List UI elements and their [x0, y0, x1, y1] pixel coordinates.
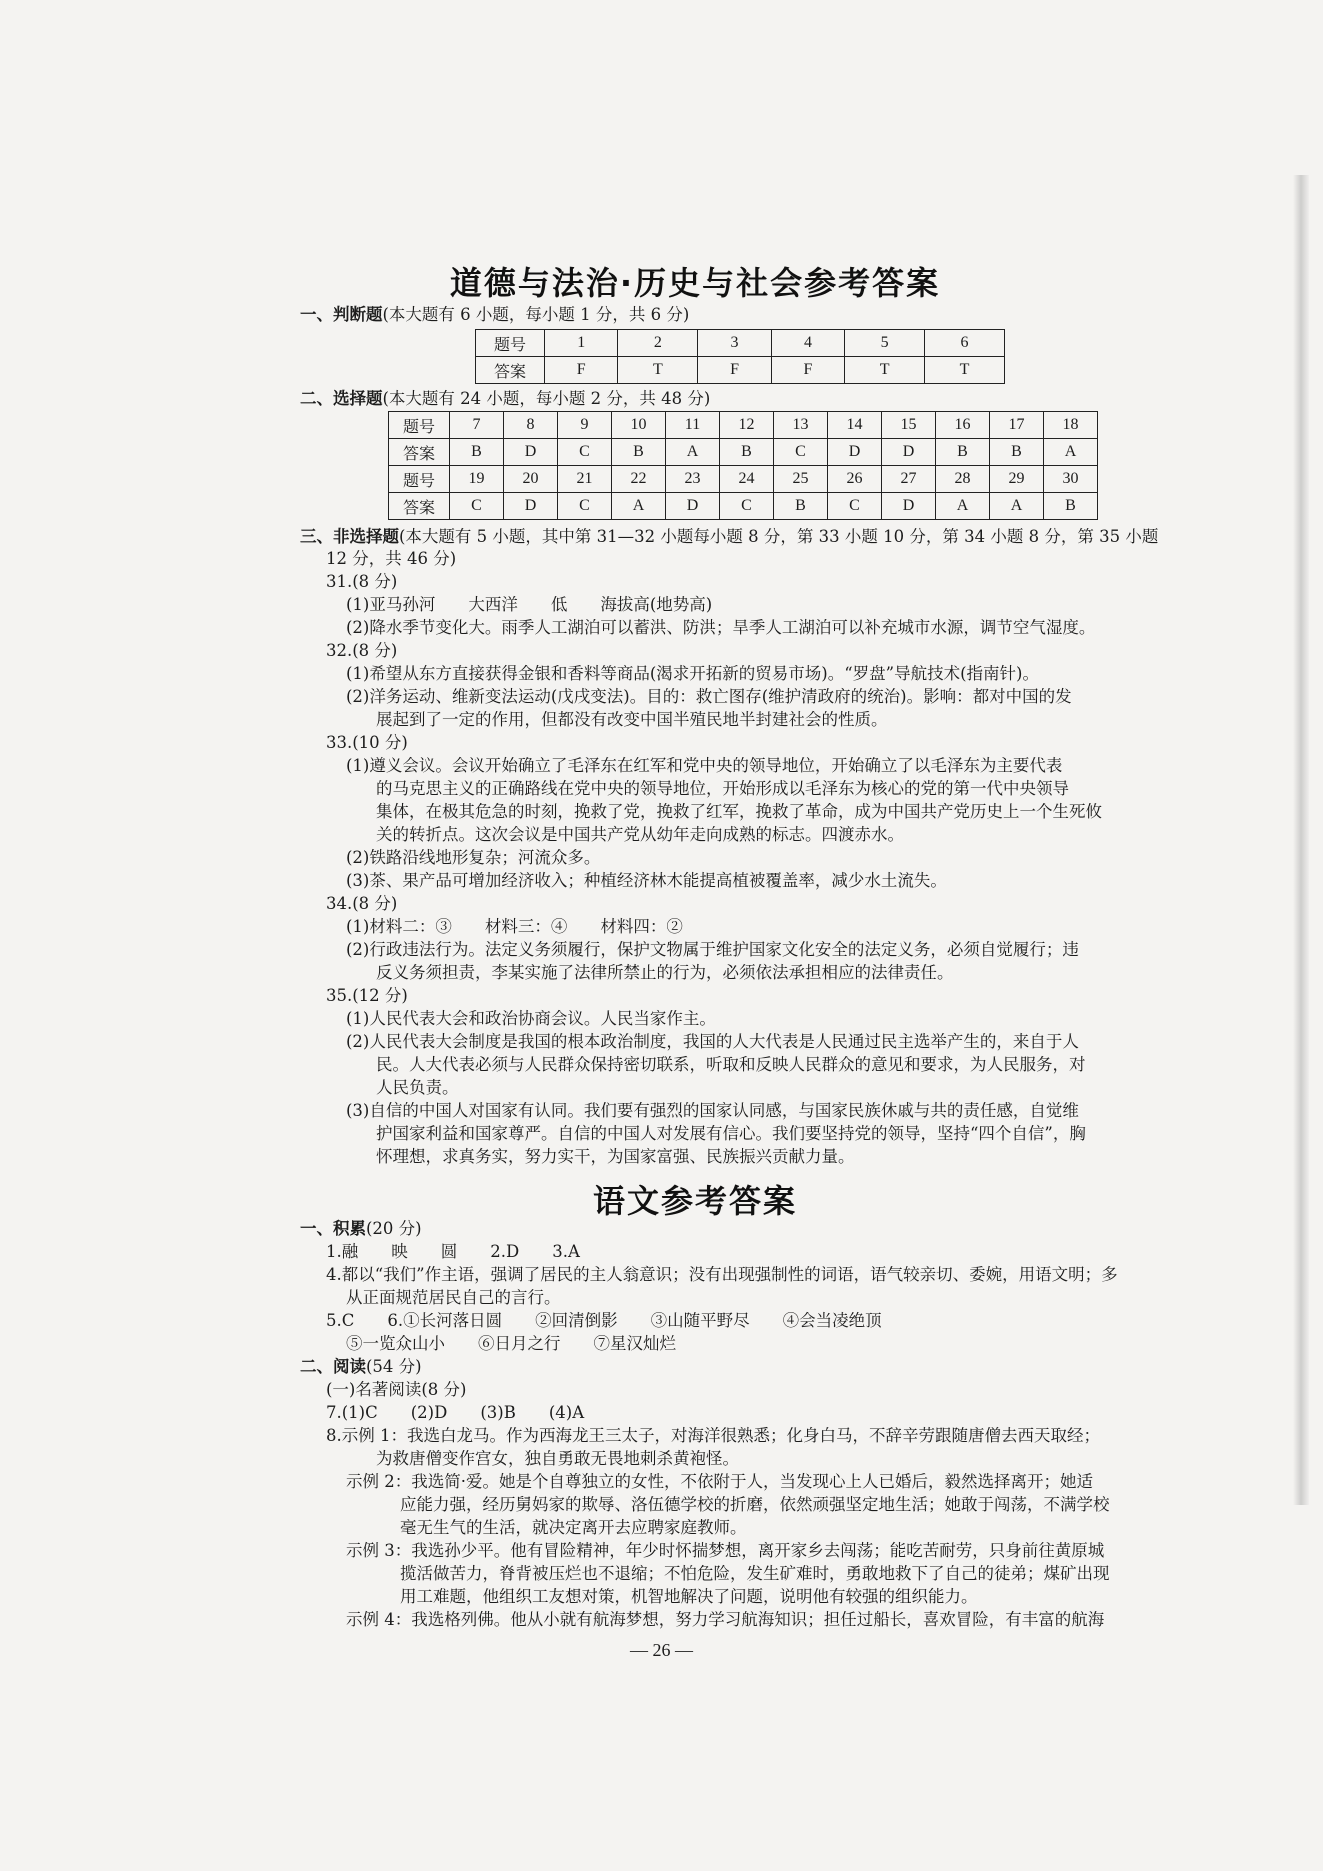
table-header-cell: 答案: [389, 493, 450, 520]
answer-line: 反义务须担责，李某实施了法律所禁止的行为，必须依法承担相应的法律责任。: [376, 963, 954, 982]
table-cell: F: [771, 357, 844, 384]
answer-line: 展起到了一定的作用，但都没有改变中国半殖民地半封建社会的性质。: [376, 710, 888, 729]
answer-line: (1)人民代表大会和政治协商会议。人民当家作主。: [346, 1009, 716, 1028]
answer-line: 怀理想，求真务实，努力实干，为国家富强、民族振兴贡献力量。: [376, 1147, 855, 1166]
table-cell: 13: [774, 412, 828, 439]
table-cell: 26: [828, 466, 882, 493]
table-header-cell: 答案: [476, 357, 545, 384]
question-heading: 32.(8 分): [326, 641, 398, 660]
table-cell: B: [612, 439, 666, 466]
table-cell: 15: [882, 412, 936, 439]
table-header-cell: 题号: [389, 466, 450, 493]
table-cell: 2: [618, 330, 698, 357]
answer-line: 示例 2：我选简·爱。她是个自尊独立的女性，不依附于人，当发现心上人已婚后，毅然选择离开；她适: [346, 1472, 1093, 1491]
table-cell: D: [504, 439, 558, 466]
table-row: [389, 439, 1098, 466]
page-number: — 26 —: [630, 1640, 693, 1660]
table-cell: C: [720, 493, 774, 520]
section-note: (20 分): [366, 1219, 422, 1238]
table-cell: 9: [558, 412, 612, 439]
section-note: (本大题有 5 小题，其中第 31—32 小题每小题 8 分，第 33 小题 10 分，第 34 小题 8 分，第 35 小题: [399, 527, 1159, 546]
table-cell: 10: [612, 412, 666, 439]
answer-line: 从正面规范居民自己的言行。: [346, 1288, 561, 1307]
answer-line: 8.示例 1：我选白龙马。作为西海龙王三太子，对海洋很熟悉；化身白马，不辞辛劳跟随唐僧去西天取经；: [326, 1426, 1100, 1445]
table-cell: C: [828, 493, 882, 520]
table-header-cell: 题号: [476, 330, 545, 357]
question-heading: 34.(8 分): [326, 894, 398, 913]
table-cell: D: [504, 493, 558, 520]
table-header-cell: 答案: [389, 439, 450, 466]
section-note: (本大题有 24 小题，每小题 2 分，共 48 分): [382, 389, 711, 408]
section-note: (本大题有 6 小题，每小题 1 分，共 6 分): [382, 305, 690, 324]
table-cell: D: [882, 439, 936, 466]
table-cell: 21: [558, 466, 612, 493]
table-cell: D: [666, 493, 720, 520]
answer-line: 集体，在极其危急的时刻，挽救了党，挽救了红军，挽救了革命，成为中国共产党历史上一个生死攸: [376, 802, 1102, 821]
table-cell: 8: [504, 412, 558, 439]
table-cell: 24: [720, 466, 774, 493]
answer-line: 7.(1)C (2)D (3)B (4)A: [326, 1403, 585, 1422]
table-cell: 29: [990, 466, 1044, 493]
question-heading: 31.(8 分): [326, 572, 398, 591]
table-cell: C: [450, 493, 504, 520]
title-chinese: 语文参考答案: [592, 1182, 797, 1220]
table-header-cell: 题号: [389, 412, 450, 439]
section-note-cont: 12 分，共 46 分): [326, 549, 457, 568]
answer-line: (1)亚马孙河 大西洋 低 海拔高(地势高): [346, 595, 713, 614]
table-choice: [388, 411, 1098, 520]
answer-line: (2)铁路沿线地形复杂；河流众多。: [346, 848, 601, 867]
table-cell: 22: [612, 466, 666, 493]
section-reading: [300, 1356, 422, 1378]
answer-line: 应能力强，经历舅妈家的欺辱、洛伍德学校的折磨，依然顽强坚定地生活；她敢于闯荡，不满学校: [400, 1495, 1110, 1514]
section-accumulation: [300, 1218, 422, 1240]
title-ethics-history: 道德与法治·历史与社会参考答案: [449, 264, 941, 302]
section-label: 一、判断题: [300, 305, 383, 324]
table-cell: T: [845, 357, 925, 384]
answer-line: ⑤一览众山小 ⑥日月之行 ⑦星汉灿烂: [346, 1334, 676, 1353]
question-heading: 33.(10 分): [326, 733, 408, 752]
table-cell: 5: [845, 330, 925, 357]
table-cell: 17: [990, 412, 1044, 439]
table-cell: 6: [925, 330, 1005, 357]
answer-line: 关的转折点。这次会议是中国共产党从幼年走向成熟的标志。四渡赤水。: [376, 825, 904, 844]
section-label: 二、选择题: [300, 389, 383, 408]
table-cell: 1: [545, 330, 618, 357]
table-cell: 16: [936, 412, 990, 439]
table-cell: T: [618, 357, 698, 384]
answer-line: (2)人民代表大会制度是我国的根本政治制度，我国的人大代表是人民通过民主选举产生的，来自于人: [346, 1032, 1079, 1051]
table-cell: 4: [771, 330, 844, 357]
table-cell: 3: [698, 330, 771, 357]
table-cell: 23: [666, 466, 720, 493]
answer-line: 用工难题，他组织工友想对策，机智地解决了问题，说明他有较强的组织能力。: [400, 1587, 978, 1606]
table-cell: B: [450, 439, 504, 466]
table-cell: 30: [1044, 466, 1098, 493]
answer-line: (3)自信的中国人对国家有认同。我们要有强烈的国家认同感，与国家民族休戚与共的责任感，自觉维: [346, 1101, 1079, 1120]
section-label: 二、阅读: [300, 1357, 366, 1376]
section-choice: [300, 388, 710, 410]
table-cell: 12: [720, 412, 774, 439]
answer-line: 5.C 6.①长河落日圆 ②回清倒影 ③山随平野尽 ④会当凌绝顶: [326, 1311, 882, 1330]
table-cell: B: [720, 439, 774, 466]
table-row: [476, 357, 1005, 384]
table-cell: 28: [936, 466, 990, 493]
table-cell: B: [1044, 493, 1098, 520]
table-row: [389, 466, 1098, 493]
section-note: (54 分): [366, 1357, 422, 1376]
table-cell: 19: [450, 466, 504, 493]
answer-line: (2)洋务运动、维新变法运动(戊戌变法)。目的：救亡图存(维护清政府的统治)。影响：都对中国的发: [346, 687, 1072, 706]
table-cell: C: [774, 439, 828, 466]
answer-line: 毫无生气的生活，就决定离开去应聘家庭教师。: [400, 1518, 747, 1537]
answer-line: 示例 3：我选孙少平。他有冒险精神，年少时怀揣梦想，离开家乡去闯荡；能吃苦耐劳，只身前往黄原城: [346, 1541, 1105, 1560]
answer-line: (1)遵义会议。会议开始确立了毛泽东在红军和党中央的领导地位，开始确立了以毛泽东为主要代表: [346, 756, 1063, 775]
table-cell: D: [882, 493, 936, 520]
answer-line: (2)降水季节变化大。雨季人工湖泊可以蓄洪、防洪；旱季人工湖泊可以补充城市水源，调节空气湿度。: [346, 618, 1096, 637]
answer-line: (3)茶、果产品可增加经济收入；种植经济林木能提高植被覆盖率，减少水土流失。: [346, 871, 947, 890]
question-heading: 35.(12 分): [326, 986, 408, 1005]
table-cell: A: [612, 493, 666, 520]
answer-line: 为救唐僧变作宫女，独自勇敢无畏地刺杀黄袍怪。: [376, 1449, 739, 1468]
table-cell: B: [774, 493, 828, 520]
answer-line: 人民负责。: [376, 1078, 459, 1097]
table-cell: 7: [450, 412, 504, 439]
answer-line: 1.融 映 圆 2.D 3.A: [326, 1242, 580, 1261]
answer-line: (一)名著阅读(8 分): [326, 1380, 467, 1399]
answer-line: 示例 4：我选格列佛。他从小就有航海梦想，努力学习航海知识；担任过船长，喜欢冒险，有丰富的航海: [346, 1610, 1105, 1629]
table-cell: C: [558, 493, 612, 520]
section-true-false: [300, 304, 689, 326]
table-cell: F: [698, 357, 771, 384]
answer-line: 民。人大代表必须与人民群众保持密切联系，听取和反映人民群众的意见和要求，为人民服务，对: [376, 1055, 1086, 1074]
table-cell: A: [936, 493, 990, 520]
table-cell: 25: [774, 466, 828, 493]
table-cell: 18: [1044, 412, 1098, 439]
scan-edge-shadow: [1293, 175, 1309, 1505]
answer-line: 4.都以“我们”作主语，强调了居民的主人翁意识；没有出现强制性的词语，语气较亲切、委婉，用语文明；多: [326, 1265, 1118, 1284]
table-cell: F: [545, 357, 618, 384]
table-cell: A: [666, 439, 720, 466]
table-row: [389, 493, 1098, 520]
section-label: 一、积累: [300, 1219, 366, 1238]
table-cell: A: [990, 493, 1044, 520]
table-cell: B: [990, 439, 1044, 466]
answer-line: 的马克思主义的正确路线在党中央的领导地位，开始形成以毛泽东为核心的党的第一代中央领导: [376, 779, 1069, 798]
answer-line: 揽活做苦力，脊背被压烂也不退缩；不怕危险，发生矿难时，勇敢地救下了自己的徒弟；煤矿出现: [400, 1564, 1110, 1583]
table-true-false: [475, 329, 1005, 384]
table-cell: C: [558, 439, 612, 466]
table-cell: 11: [666, 412, 720, 439]
answer-line: (1)希望从东方直接获得金银和香料等商品(渴求开拓新的贸易市场)。“罗盘”导航技术(指南针)。: [346, 664, 1039, 683]
table-cell: 27: [882, 466, 936, 493]
table-cell: 14: [828, 412, 882, 439]
table-cell: T: [925, 357, 1005, 384]
answer-line: (2)行政违法行为。法定义务须履行，保护文物属于维护国家文化安全的法定义务，必须自觉履行；违: [346, 940, 1079, 959]
answer-line: (1)材料二：③ 材料三：④ 材料四：②: [346, 917, 683, 936]
answer-line: 护国家利益和国家尊严。自信的中国人对发展有信心。我们要坚持党的领导，坚持“四个自信”，胸: [376, 1124, 1086, 1143]
section-label: 三、非选择题: [300, 527, 399, 546]
table-cell: D: [828, 439, 882, 466]
table-row: [476, 330, 1005, 357]
table-cell: A: [1044, 439, 1098, 466]
table-row: [389, 412, 1098, 439]
table-cell: 20: [504, 466, 558, 493]
table-cell: B: [936, 439, 990, 466]
section-non-choice: [300, 526, 1158, 548]
